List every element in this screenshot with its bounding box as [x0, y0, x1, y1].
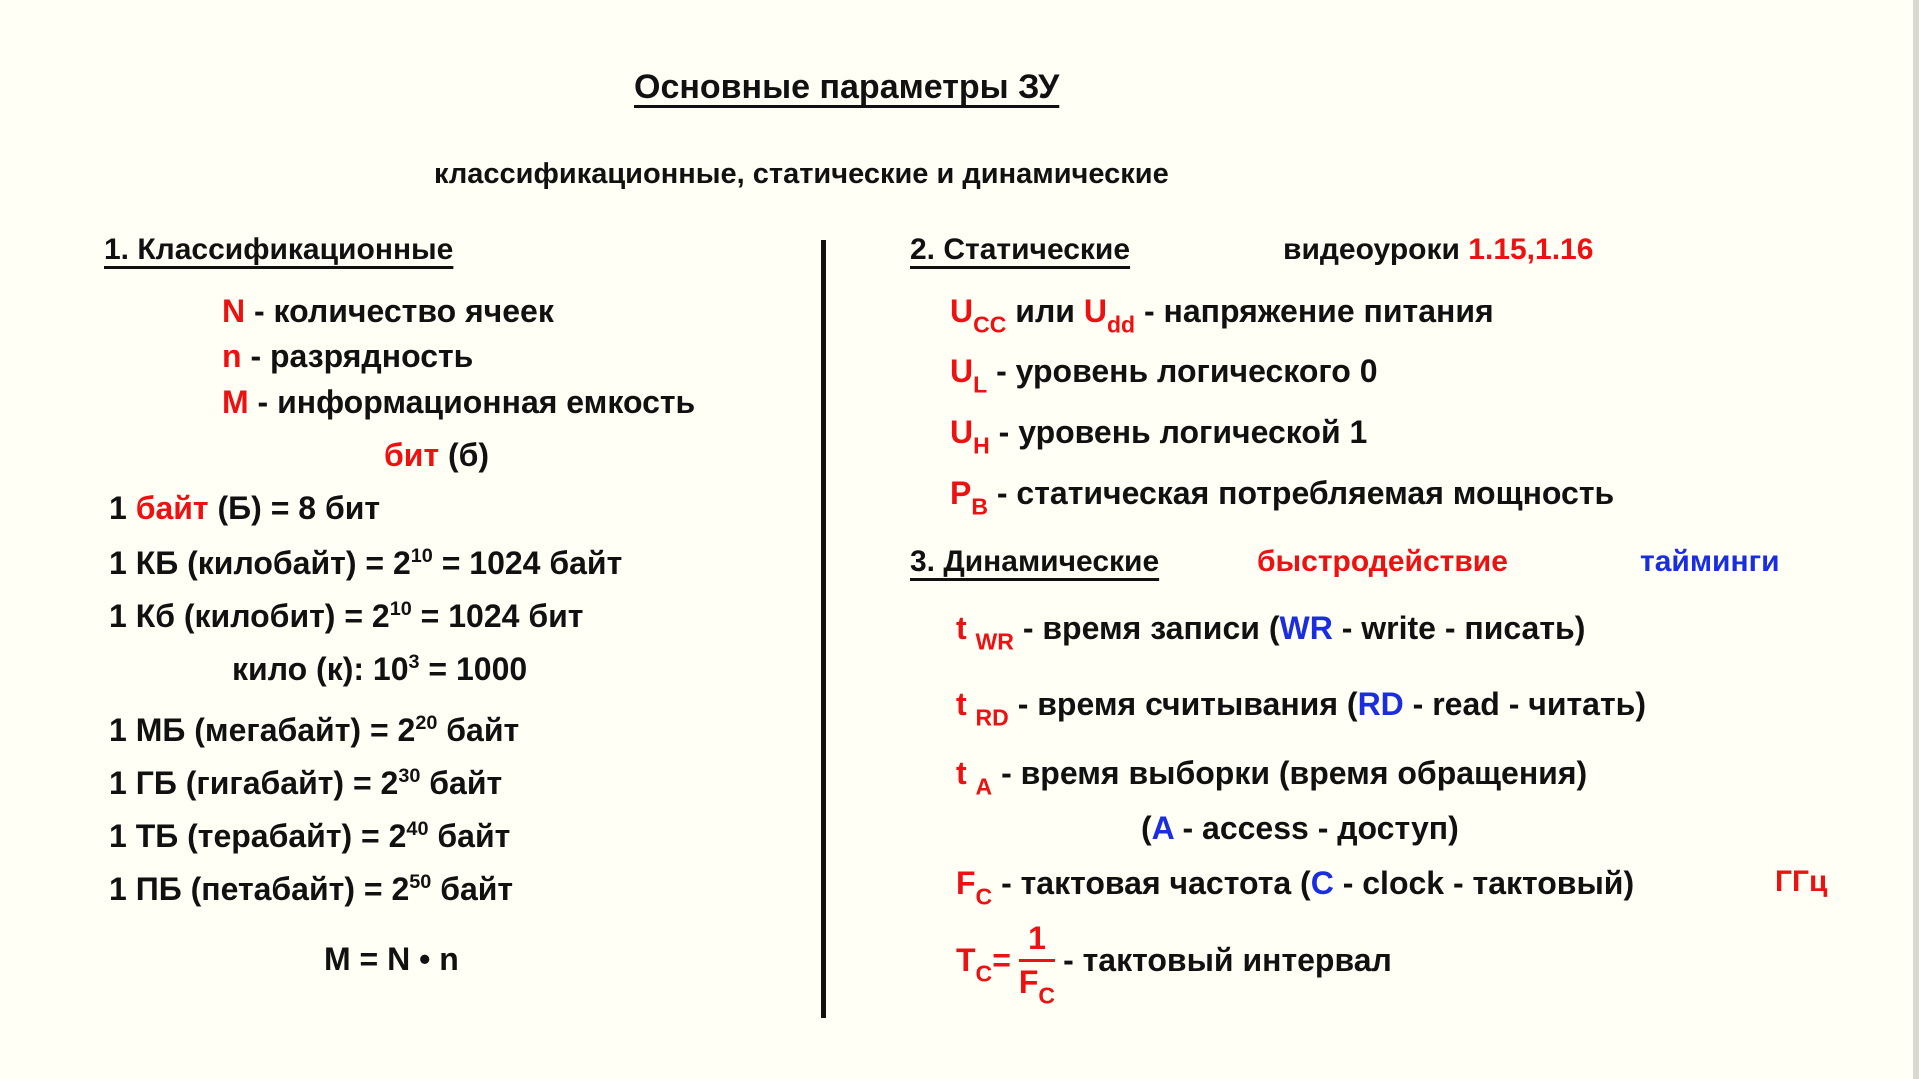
gigabyte-definition: 1 ГБ (гигабайт) = $2^{30}$ байт	[109, 765, 503, 801]
param-symbol: N	[222, 293, 246, 329]
window-edge	[1913, 0, 1919, 1079]
param-logic-low: $U_L$ - уровень логического 0	[950, 353, 1378, 398]
param-capacity	[222, 384, 695, 421]
page-subtitle: классификационные, статические и динамические	[434, 158, 1169, 190]
param-clock-interval: $T_C=$ $\frac{1}{F_C}$ - тактовый интервал	[956, 920, 1392, 1009]
param-write-time: t $_{WR}$ - время записи (WR - write - писать)	[956, 610, 1586, 655]
bit-unit: бит (б)	[384, 437, 490, 473]
megabyte-definition: 1 МБ (мегабайт) = $2^{20}$ байт	[109, 712, 520, 748]
kilobyte-definition: 1 КБ (килобайт) = $2^{10} = 1024$ байт	[109, 545, 623, 581]
param-logic-high: $U_H$ - уровень логической 1	[950, 414, 1368, 459]
access-explanation: (A - access - доступ)	[1141, 810, 1459, 846]
param-clock-frequency: $F_C$ - тактовая частота (C - clock - тактовый)	[956, 865, 1635, 910]
param-supply-voltage: $U_{CC}$ или $U_{dd}$ - напряжение питания	[950, 293, 1494, 338]
param-n-cells	[222, 293, 554, 330]
page-title: Основные параметры ЗУ	[634, 68, 1060, 106]
speed-label: быстродействие	[1257, 545, 1508, 578]
param-desc: - разрядность	[250, 338, 474, 374]
clock-fraction: $\frac{1}{F_C}$	[1018, 920, 1056, 1009]
static-heading: 2. Статические	[910, 233, 1131, 266]
kilo-definition: кило (к): $10^3 = 1000$	[232, 651, 528, 687]
param-desc: - количество ячеек	[254, 293, 554, 329]
petabyte-definition: 1 ПБ (петабайт) = $2^{50}$ байт	[109, 871, 514, 907]
param-access-time: t $_A$ - время выборки (время обращения)	[956, 755, 1588, 800]
param-symbol: n	[222, 338, 242, 374]
dynamic-heading: 3. Динамические	[910, 545, 1160, 578]
param-static-power: $P_B$ - статическая потребляемая мощность	[950, 475, 1615, 520]
timings-label: тайминги	[1640, 545, 1780, 578]
classification-heading: 1. Классификационные	[104, 233, 454, 266]
param-bit-width	[222, 338, 473, 375]
video-lesson-numbers: 1.15,1.16	[1468, 233, 1594, 266]
column-divider	[821, 240, 826, 1018]
terabyte-definition: 1 ТБ (терабайт) = $2^{40}$ байт	[109, 818, 511, 854]
capacity-formula: M = N • n	[324, 941, 459, 977]
param-read-time: t $_{RD}$ - время считывания (RD - read - читать)	[956, 686, 1646, 731]
param-desc: - информационная емкость	[257, 384, 696, 420]
frequency-unit: ГГц	[1775, 865, 1828, 898]
byte-definition: 1 байт (Б) = 8 бит	[109, 490, 381, 526]
param-symbol: M	[222, 384, 249, 420]
video-lessons: видеоуроки 1.15,1.16	[1283, 233, 1594, 266]
kilobit-definition: 1 Кб (килобит) = $2^{10} = 1024$ бит	[109, 598, 584, 634]
